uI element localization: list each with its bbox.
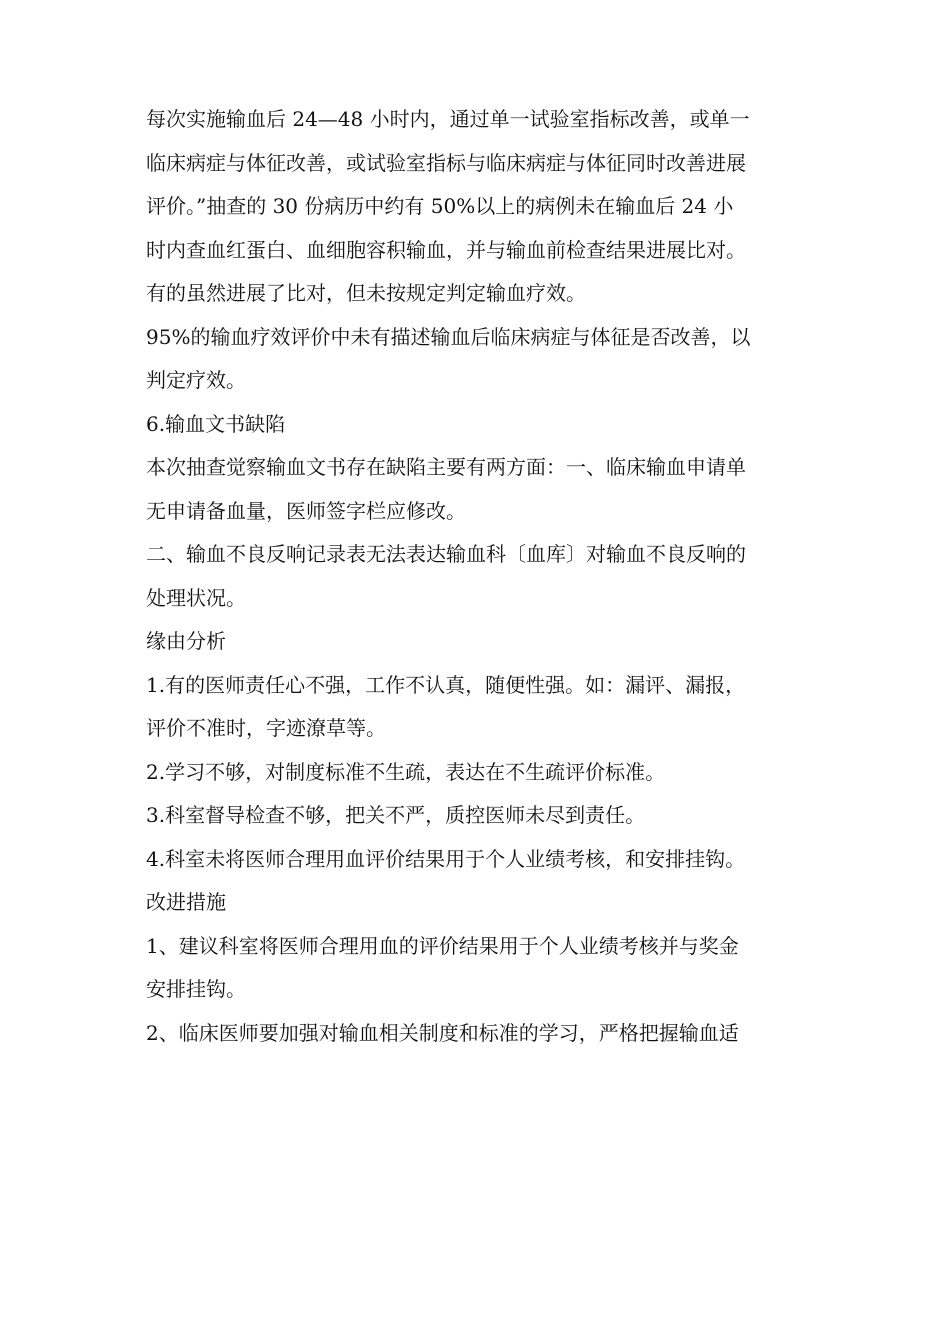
text-line: 本次抽查觉察输血文书存在缺陷主要有两方面：一、临床输血申请单 xyxy=(146,455,746,479)
text-line: 1.有的医师责任心不强，工作不认真，随便性强。如：漏评、漏报， xyxy=(146,672,746,697)
text-line: 安排挂钩。 xyxy=(146,977,246,1001)
text-line: 判定疗效。 xyxy=(146,368,246,392)
document-body xyxy=(146,98,826,1055)
text-line: 2.学习不够，对制度标准不生疏，表达在不生疏评价标准。 xyxy=(146,759,666,784)
text-line: 有的虽然进展了比对，但未按规定判定输血疗效。 xyxy=(146,281,586,305)
section-heading: 缘由分析 xyxy=(146,629,226,653)
text-line: 无申请备血量，医师签字栏应修改。 xyxy=(146,498,466,523)
text-line: 4.科室未将医师合理用血评价结果用于个人业绩考核，和安排挂钩。 xyxy=(146,846,746,871)
text-line: 3.科室督导检查不够，把关不严，质控医师未尽到责任。 xyxy=(146,803,646,827)
text-line: 时内查血红蛋白、血细胞容积输血，并与输血前检查结果进展比对。 xyxy=(146,237,746,262)
section-heading: 6.输血文书缺陷 xyxy=(146,411,286,436)
text-line: 临床病症与体征改善，或试验室指标与临床病症与体征同时改善进展 xyxy=(146,150,746,175)
text-line: 评价。”抽查的 30 份病历中约有 50%以上的病例未在输血后 24 小 xyxy=(146,194,734,218)
text-line: 1、建议科室将医师合理用血的评价结果用于个人业绩考核并与奖金 xyxy=(146,933,739,958)
text-line: 二、输血不良反响记录表无法表达输血科〔血库〕对输血不良反响的 xyxy=(146,542,746,566)
text-line: 处理状况。 xyxy=(146,585,246,610)
text-line: 2、临床医师要加强对输血相关制度和标准的学习，严格把握输血适 xyxy=(146,1020,739,1045)
text-line: 每次实施输血后 24—48 小时内，通过单一试验室指标改善，或单一 xyxy=(146,107,750,131)
text-line: 评价不准时，字迹潦草等。 xyxy=(146,716,386,740)
section-heading: 改进措施 xyxy=(146,890,226,914)
text-line: 95%的输血疗效评价中未有描述输血后临床病症与体征是否改善，以 xyxy=(146,324,751,349)
